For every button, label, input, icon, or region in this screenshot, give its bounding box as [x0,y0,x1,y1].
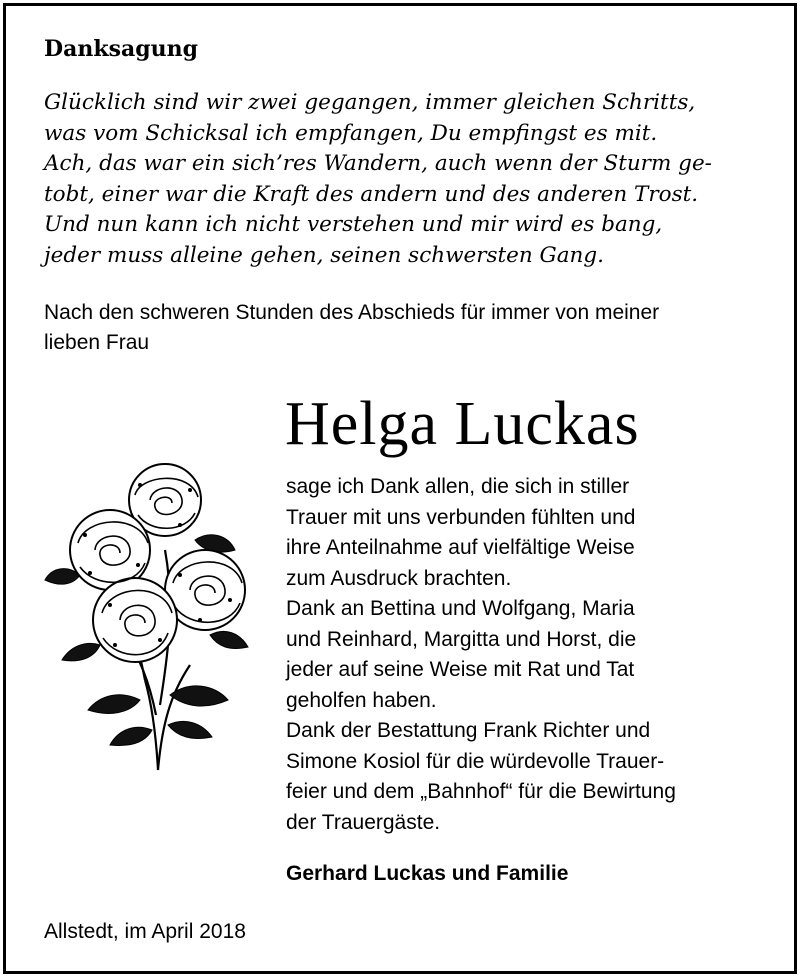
poem-line: was vom Schicksal ich empfangen, Du empfingst es mit. [44,120,658,146]
poem-line: Und nun kann ich nicht verstehen und mir wird es bang, [44,212,663,237]
thanks-line: feier und dem „Bahnhof“ für die Bewirtung [286,780,676,803]
poem-line: jeder muss alleine gehen, seinen schwersten Gang. [44,242,604,268]
thanks-line: jeder auf seine Weise mit Rat und Tat [286,658,635,681]
thanks-line: sage ich Dank allen, die sich in stiller [286,475,630,498]
notice-title: Danksagung [44,36,198,62]
thanks-line: ihre Anteilnahme auf vielfältige Weise [286,536,635,559]
deceased-name: Helga Luckas [285,390,640,458]
poem-line: tobt, einer war die Kraft des andern und des anderen Trost. [44,181,699,207]
roses-illustration [40,455,255,775]
thanks-line: Trauer mit uns verbunden fühlten und [286,505,636,529]
thanks-line: und Reinhard, Margitta und Horst, die [286,627,637,651]
poem-line: Glücklich sind wir zwei gegangen, immer gleichen Schritts, [44,90,696,115]
thanks-line: Dank der Bestattung Frank Richter und [286,719,651,742]
intro-line: Nach den schweren Stunden des Abschieds für immer von meiner [44,301,660,324]
roses-icon [40,455,255,775]
thanks-line: Simone Kosiol für die würdevolle Trauer- [286,749,665,773]
thanks-line: zum Ausdruck brachten. [286,566,512,590]
place-date: Allstedt, im April 2018 [44,920,246,943]
intro-line: lieben Frau [44,331,150,354]
poem-line: Ach, das war ein sich’res Wandern, auch wenn der Sturm ge- [44,151,712,176]
poem [44,88,764,271]
thanks-line: der Trauergäste. [286,810,441,834]
thanks-line: Dank an Bettina und Wolfgang, Maria [286,597,635,620]
signature: Gerhard Luckas und Familie [286,862,569,885]
thanks-line: geholfen haben. [286,688,437,712]
thanks-text [286,472,776,838]
intro-text [44,298,784,358]
